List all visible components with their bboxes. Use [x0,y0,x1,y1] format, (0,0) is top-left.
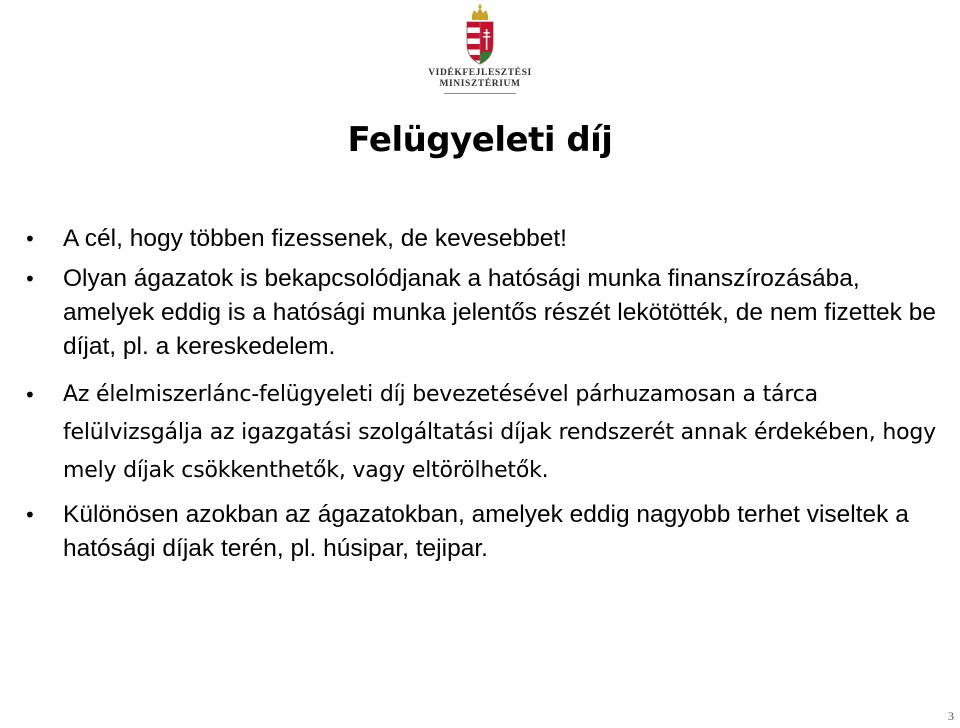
ministry-name-line2: MINISZTÉRIUM [439,79,521,89]
bullet-marker: • [24,227,36,251]
hungarian-coat-of-arms-icon [463,4,497,66]
bullet-item-4 [24,498,949,566]
bullet-item-2 [24,262,949,364]
page-number: 3 [948,709,954,723]
bullet-text: Olyan ágazatok is bekapcsolódjanak a hatósági munka finanszírozásába, amelyek eddig is a hatósági munka jelentős részét lekötötték, de nem fizettek be díjat, pl. a kereskedelem. [63,265,936,360]
bullet-text: A cél, hogy többen fizessenek, de kevesebbet! [63,225,567,252]
bullet-list [24,222,949,566]
bullet-item-1 [24,222,949,256]
bullet-marker: • [24,383,36,407]
ministry-name [420,68,540,90]
slide-title: Felügyeleti díj [347,120,613,160]
bullet-text: Az élelmiszerlánc-felügyeleti díj bevezetésével párhuzamosan a tárca felülvizsgálja az igazgatási szolgáltatási díjak rendszerét annak érdekében, hogy mely díjak csökkenthetők, vagy eltörölhetők. [63,382,936,483]
bullet-marker: • [24,267,36,291]
ministry-name-line1: VIDÉKFEJLESZTÉSI [428,68,532,78]
logo-underline [444,93,516,94]
bullet-text: Különösen azokban az ágazatokban, amelyek eddig nagyobb terhet viseltek a hatósági díjak terén, pl. húsipar, tejipar. [63,501,909,562]
ministry-logo [420,4,540,100]
bullet-item-3 [24,376,949,490]
bullet-marker: • [24,503,36,527]
